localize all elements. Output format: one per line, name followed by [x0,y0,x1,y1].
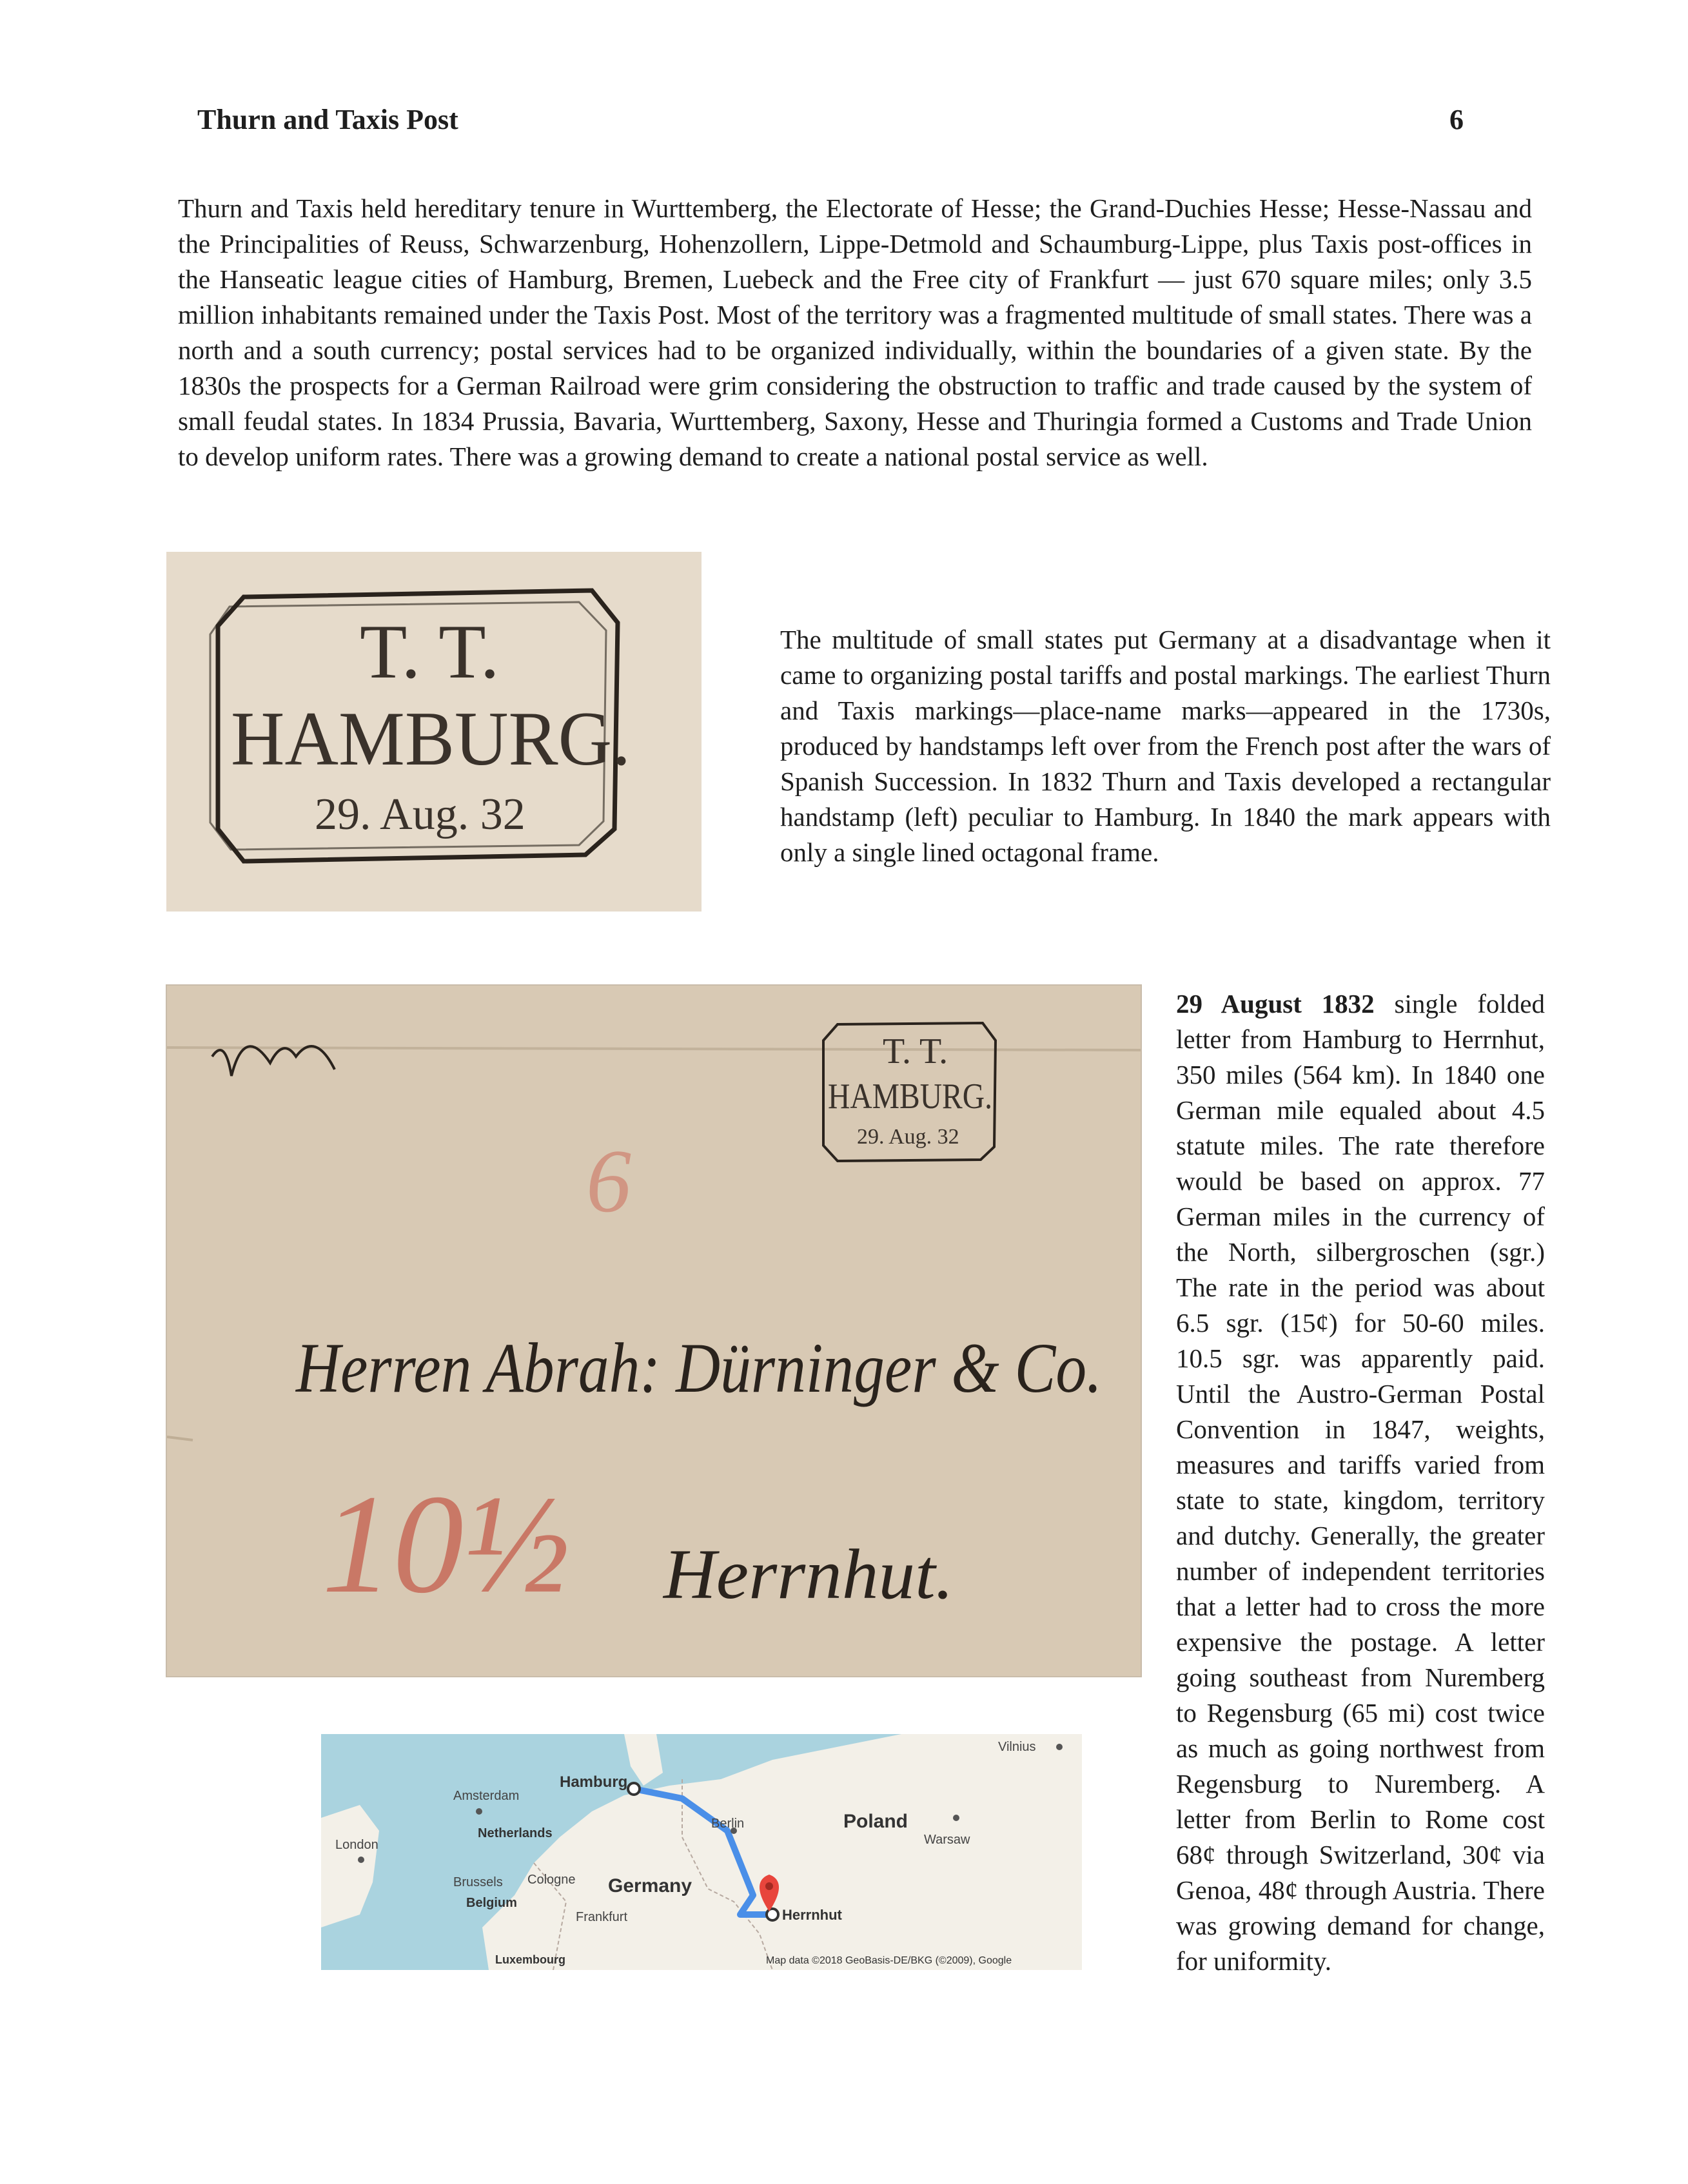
map-label-poland: Poland [843,1811,908,1832]
handstamp-line3: 29. Aug. 32 [315,790,525,839]
cover-handstamp-line1: T. T. [883,1031,948,1071]
cover-handstamp-line2: HAMBURG. [828,1077,992,1116]
hamburg-handstamp-image [166,552,702,912]
handstamp-line1: T. T. [360,609,500,694]
addressee-script: Herren Abrah: Dürninger & Co. [295,1329,1103,1407]
map-label-luxembourg: Luxembourg [495,1953,566,1966]
map-label-frankfurt: Frankfurt [576,1910,628,1924]
handstamp-paragraph: The multitude of small states put Germany at a disadvantage when it came to organizing postal tariffs and postal markings. The earliest Thurn and Taxis markings—place-name marks—appeared in the 1730s, produced by handstamps left over from the French post after the wars of Spanish Succession. In 1832 Thurn and Taxis developed a rectangular handstamp (left) peculiar to Hamburg. In 1840 the mark appears with only a single lined octagonal frame. [780,625,1551,867]
cover-date: 29 August 1832 [1176,989,1375,1019]
map-label-london: London [335,1838,378,1852]
cover-description: single folded letter from Hamburg to Herrnhut, 350 miles (564 km). In 1840 one German mile equaled about 4.5 statute miles. The rate therefore would be based on approx. 77 German miles in the currency of the North, silbergroschen (sgr.) The rate in the period was about 6.5 sgr. (15¢) for 50-60 miles. 10.5 sgr. was apparently paid. Until the Austro-German Postal Convention in 1847, weights, measures and tariffs varied from state to state, kingdom, territory and dutchy. Generally, the greater number of independent territories that a letter had to cross the more expensive the postage. A letter going southeast from Nuremberg to Regensburg (65 mi) cost twice as much as going northwest from Regensburg to Nuremberg. A letter from Berlin to Rome cost 68¢ through Switzerland, 30¢ via Genoa, 48¢ through Austria. There was growing demand for change, for uniformity. [1176,989,1545,1976]
hamburg-marker [628,1783,640,1795]
page-title: Thurn and Taxis Post [197,104,458,135]
cover-handstamp-line3: 29. Aug. 32 [857,1125,959,1149]
map-label-germany: Germany [608,1875,692,1896]
map-label-cologne: Cologne [527,1873,576,1887]
folded-letter-image [166,984,1142,1677]
route-map-image [321,1734,1082,1970]
map-label-vilnius: Vilnius [998,1740,1036,1754]
herrnhut-marker [767,1909,778,1920]
map-label-hamburg: Hamburg [560,1773,628,1791]
handstamp-line2: HAMBURG. [231,696,631,781]
map-attribution: Map data ©2018 GeoBasis-DE/BKG (©2009), Google [766,1955,1012,1966]
destination-script: Herrnhut. [662,1535,954,1614]
map-label-herrnhut: Herrnhut [782,1907,842,1923]
map-label-berlin: Berlin [711,1817,745,1831]
map-label-belgium: Belgium [466,1896,517,1910]
cover-paragraph [1176,986,1545,1979]
intro-paragraph: Thurn and Taxis held hereditary tenure in Wurttemberg, the Electorate of Hesse; the Grand-Duchies Hesse; Hesse-Nassau and the Principalities of Reuss, Schwarzenburg, Hohenzollern, Lippe-Detmold and Schaumburg-Lippe, plus Taxis post-offices in the Hanseatic league cities of Hamburg, Bremen, Luebeck and the Free city of Frankfurt — just 670 square miles; only 3.5 million inhabitants remained under the Taxis Post. Most of the territory was a fragmented multitude of small states. There was a north and a south currency; postal services had to be organized individually, within the boundaries of a given state. By the 1830s the prospects for a German Railroad were grim considering the obstruction to traffic and trade caused by the system of small feudal states. In 1834 Prussia, Bavaria, Wurttemberg, Saxony, Hesse and Thuringia formed a Customs and Trade Union to develop uniform rates. There was a growing demand to create a national postal service as well. [178,193,1532,471]
map-label-netherlands: Netherlands [478,1826,553,1840]
rate-mark-ten-half: 10½ [322,1465,570,1623]
manuscript-six: 6 [586,1131,631,1231]
map-label-brussels: Brussels [453,1875,503,1889]
map-label-warsaw: Warsaw [924,1833,970,1847]
map-label-amsterdam: Amsterdam [453,1789,520,1803]
page-number: 6 [1449,104,1464,135]
